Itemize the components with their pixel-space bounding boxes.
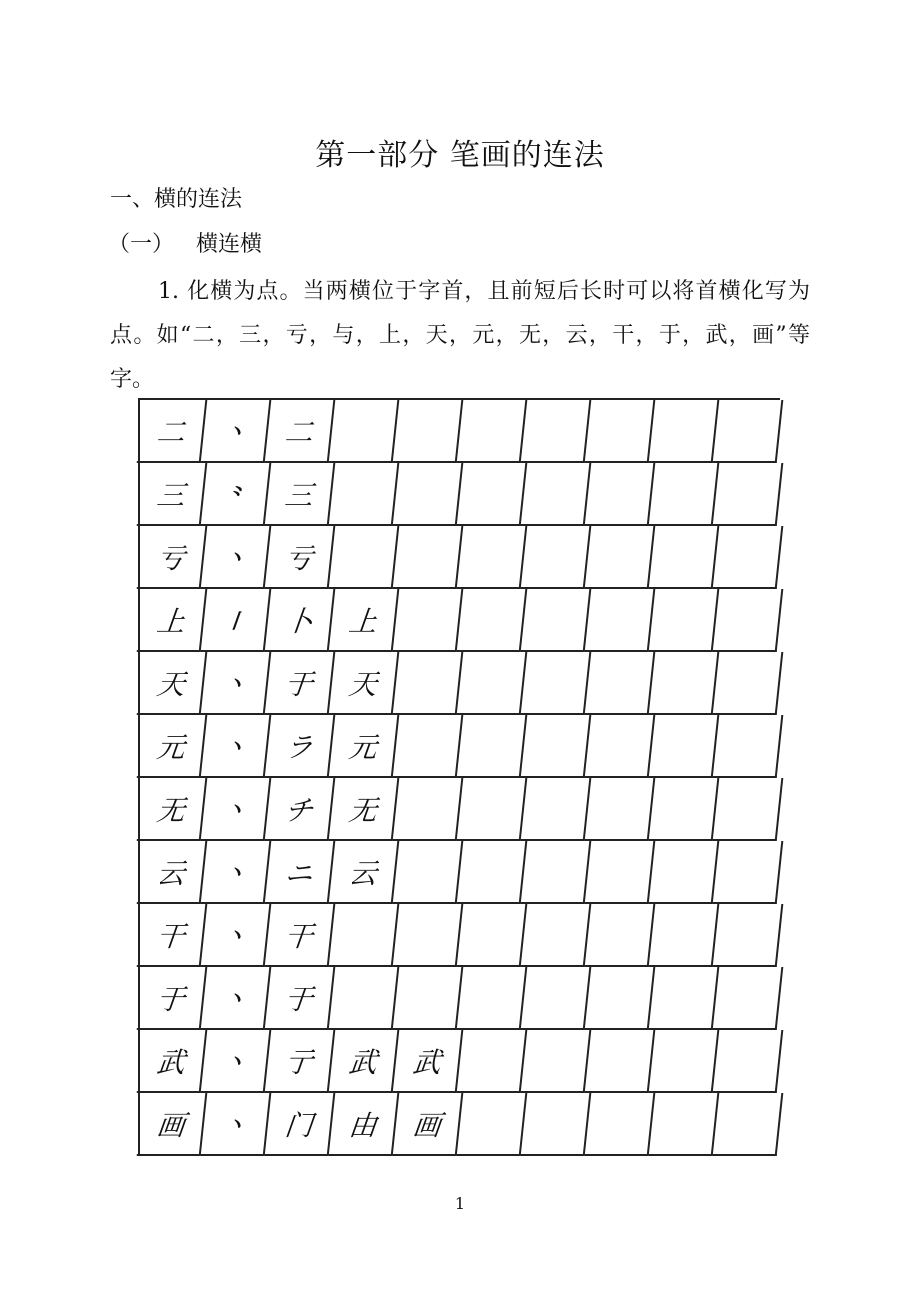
grid-cell-character: 无 (329, 778, 400, 841)
grid-cell-character: 丶 (201, 526, 272, 589)
grid-cell-empty (585, 904, 656, 967)
section-heading: 一、横的连法 (110, 187, 243, 212)
grid-row (140, 778, 780, 841)
grid-cell-empty (457, 841, 528, 904)
grid-cell-empty (585, 778, 656, 841)
grid-cell-character: 丨 (201, 589, 272, 652)
grid-row (140, 1093, 780, 1156)
grid-cell-character: 门 (265, 1093, 336, 1156)
grid-cell-empty (457, 589, 528, 652)
grid-cell-empty (649, 967, 720, 1030)
grid-cell-empty (457, 526, 528, 589)
grid-row (140, 652, 780, 715)
grid-cell-empty (521, 904, 592, 967)
grid-cell-empty (521, 1030, 592, 1093)
practice-grid (138, 398, 780, 1156)
grid-cell-empty (713, 463, 784, 526)
grid-cell-empty (457, 463, 528, 526)
grid-cell-empty (393, 904, 464, 967)
grid-cell-empty (649, 904, 720, 967)
grid-row (140, 904, 780, 967)
grid-cell-empty (393, 526, 464, 589)
grid-cell-empty (585, 652, 656, 715)
grid-cell-character: 于 (265, 967, 336, 1030)
grid-cell-empty (521, 841, 592, 904)
grid-cell-character: 丶 (201, 904, 272, 967)
grid-cell-character: 丶 (201, 841, 272, 904)
grid-cell-empty (585, 967, 656, 1030)
grid-cell-character: 丶 (201, 1030, 272, 1093)
grid-cell-character: 上 (137, 589, 208, 652)
grid-cell-empty (713, 1030, 784, 1093)
grid-cell-empty (329, 967, 400, 1030)
grid-cell-empty (393, 841, 464, 904)
grid-cell-character: 画 (137, 1093, 208, 1156)
grid-cell-empty (713, 904, 784, 967)
grid-row (140, 1030, 780, 1093)
grid-cell-character: 三 (137, 463, 208, 526)
grid-cell-empty (649, 841, 720, 904)
grid-cell-character: 云 (329, 841, 400, 904)
grid-cell-empty (585, 841, 656, 904)
grid-cell-character: 三 (265, 463, 336, 526)
grid-cell-empty (521, 967, 592, 1030)
grid-cell-character: 亍 (265, 1030, 336, 1093)
grid-cell-character: 干 (137, 904, 208, 967)
grid-cell-empty (457, 400, 528, 463)
grid-cell-character: 天 (329, 652, 400, 715)
grid-cell-character: 元 (137, 715, 208, 778)
grid-cell-empty (713, 1093, 784, 1156)
grid-cell-character: 二 (137, 400, 208, 463)
grid-cell-empty (393, 463, 464, 526)
grid-cell-empty (393, 715, 464, 778)
grid-cell-empty (585, 526, 656, 589)
grid-cell-empty (521, 526, 592, 589)
grid-row (140, 715, 780, 778)
grid-cell-empty (521, 1093, 592, 1156)
grid-cell-character: 丶 (201, 1093, 272, 1156)
grid-cell-empty (585, 715, 656, 778)
grid-cell-empty (457, 1030, 528, 1093)
grid-cell-character: ニ (265, 841, 336, 904)
grid-row (140, 841, 780, 904)
grid-cell-character: 丶 (201, 652, 272, 715)
grid-cell-character: 天 (137, 652, 208, 715)
grid-row (140, 589, 780, 652)
grid-cell-empty (457, 652, 528, 715)
grid-cell-empty (393, 778, 464, 841)
grid-cell-empty (649, 463, 720, 526)
grid-cell-character: 上 (329, 589, 400, 652)
grid-cell-empty (457, 778, 528, 841)
page-title: 第一部分 笔画的连法 (315, 138, 605, 173)
grid-cell-empty (585, 463, 656, 526)
grid-cell-empty (713, 841, 784, 904)
grid-cell-empty (649, 589, 720, 652)
grid-cell-character: 于 (265, 652, 336, 715)
grid-cell-character: 无 (137, 778, 208, 841)
grid-cell-character: チ (265, 778, 336, 841)
subsection-title: 横连横 (196, 232, 263, 257)
grid-cell-empty (585, 400, 656, 463)
grid-cell-character: 丶 (201, 400, 272, 463)
grid-cell-empty (329, 904, 400, 967)
grid-row (140, 526, 780, 589)
grid-cell-empty (393, 400, 464, 463)
grid-cell-empty (457, 715, 528, 778)
grid-cell-empty (457, 904, 528, 967)
grid-cell-empty (393, 589, 464, 652)
grid-cell-character: 亏 (265, 526, 336, 589)
grid-cell-empty (393, 967, 464, 1030)
grid-cell-character: 卜 (265, 589, 336, 652)
grid-cell-empty (393, 652, 464, 715)
grid-cell-character: 武 (137, 1030, 208, 1093)
grid-cell-empty (521, 778, 592, 841)
grid-cell-character: 元 (329, 715, 400, 778)
subsection-heading (108, 227, 262, 258)
subsection-number: （一） (108, 232, 175, 257)
page-number: 1 (454, 1194, 466, 1213)
grid-cell-empty (713, 778, 784, 841)
grid-cell-empty (329, 463, 400, 526)
grid-cell-empty (585, 589, 656, 652)
grid-cell-character: ラ (265, 715, 336, 778)
grid-cell-empty (585, 1030, 656, 1093)
grid-cell-character: 画 (393, 1093, 464, 1156)
grid-cell-empty (329, 526, 400, 589)
grid-cell-character: 云 (137, 841, 208, 904)
grid-cell-character: 于 (137, 967, 208, 1030)
grid-cell-character: 武 (329, 1030, 400, 1093)
grid-cell-character: 干 (265, 904, 336, 967)
grid-row (140, 967, 780, 1030)
grid-cell-empty (713, 400, 784, 463)
grid-cell-empty (649, 1030, 720, 1093)
grid-cell-empty (713, 967, 784, 1030)
grid-cell-empty (457, 1093, 528, 1156)
grid-cell-empty (521, 715, 592, 778)
grid-cell-empty (713, 715, 784, 778)
grid-cell-character: 武 (393, 1030, 464, 1093)
grid-cell-empty (521, 652, 592, 715)
grid-row (140, 463, 780, 526)
grid-cell-empty (649, 652, 720, 715)
grid-cell-character: 亏 (137, 526, 208, 589)
grid-cell-character: 由 (329, 1093, 400, 1156)
grid-cell-empty (649, 715, 720, 778)
grid-cell-empty (713, 526, 784, 589)
grid-cell-character: ⺀ (201, 463, 272, 526)
grid-cell-empty (329, 400, 400, 463)
grid-cell-empty (649, 778, 720, 841)
grid-cell-character: 丶 (201, 778, 272, 841)
grid-cell-empty (713, 652, 784, 715)
grid-cell-empty (521, 400, 592, 463)
grid-row (140, 400, 780, 463)
instruction-paragraph (110, 270, 810, 402)
grid-cell-character: 二 (265, 400, 336, 463)
instruction-text: 1. 化横为点。当两横位于字首，且前短后长时可以将首横化写为点。如“二，三，亏，与，上，天，元，无，云，干，于，武，画”等字。 (110, 279, 810, 392)
grid-cell-empty (585, 1093, 656, 1156)
grid-cell-empty (713, 589, 784, 652)
grid-cell-empty (649, 1093, 720, 1156)
grid-cell-empty (521, 463, 592, 526)
grid-cell-empty (649, 400, 720, 463)
grid-cell-empty (649, 526, 720, 589)
grid-cell-character: 丶 (201, 715, 272, 778)
grid-cell-empty (521, 589, 592, 652)
grid-cell-character: 丶 (201, 967, 272, 1030)
grid-cell-empty (457, 967, 528, 1030)
